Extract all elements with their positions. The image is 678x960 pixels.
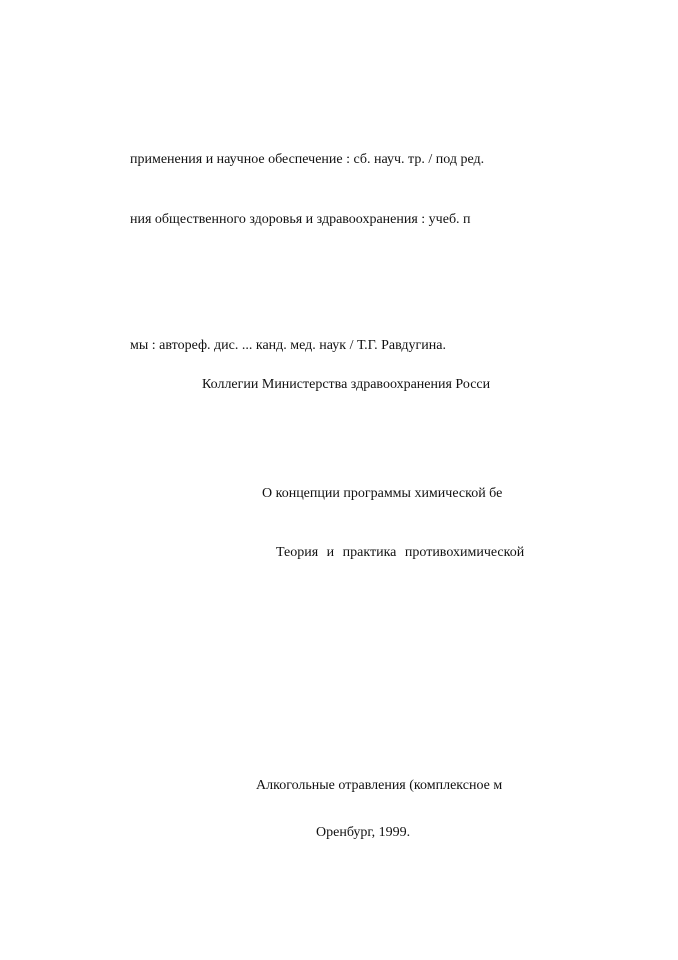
- text-line-1: применения и научное обеспечение : сб. науч. тр. / под ред.: [130, 152, 485, 167]
- text-line-6: Теория и практика противохимической: [276, 545, 525, 560]
- text-line-7: Алкогольные отравления (комплексное м: [256, 778, 503, 793]
- text-line-8: Оренбург, 1999.: [316, 825, 411, 840]
- text-line-5: О концепции программы химической бе: [262, 486, 503, 501]
- text-line-4: Коллегии Министерства здравоохранения Росси: [202, 377, 491, 392]
- text-line-2: ния общественного здоровья и здравоохранения : учеб. п: [130, 212, 471, 227]
- text-line-3: мы : автореф. дис. ... канд. мед. наук / Т.Г. Равдугина.: [130, 338, 446, 353]
